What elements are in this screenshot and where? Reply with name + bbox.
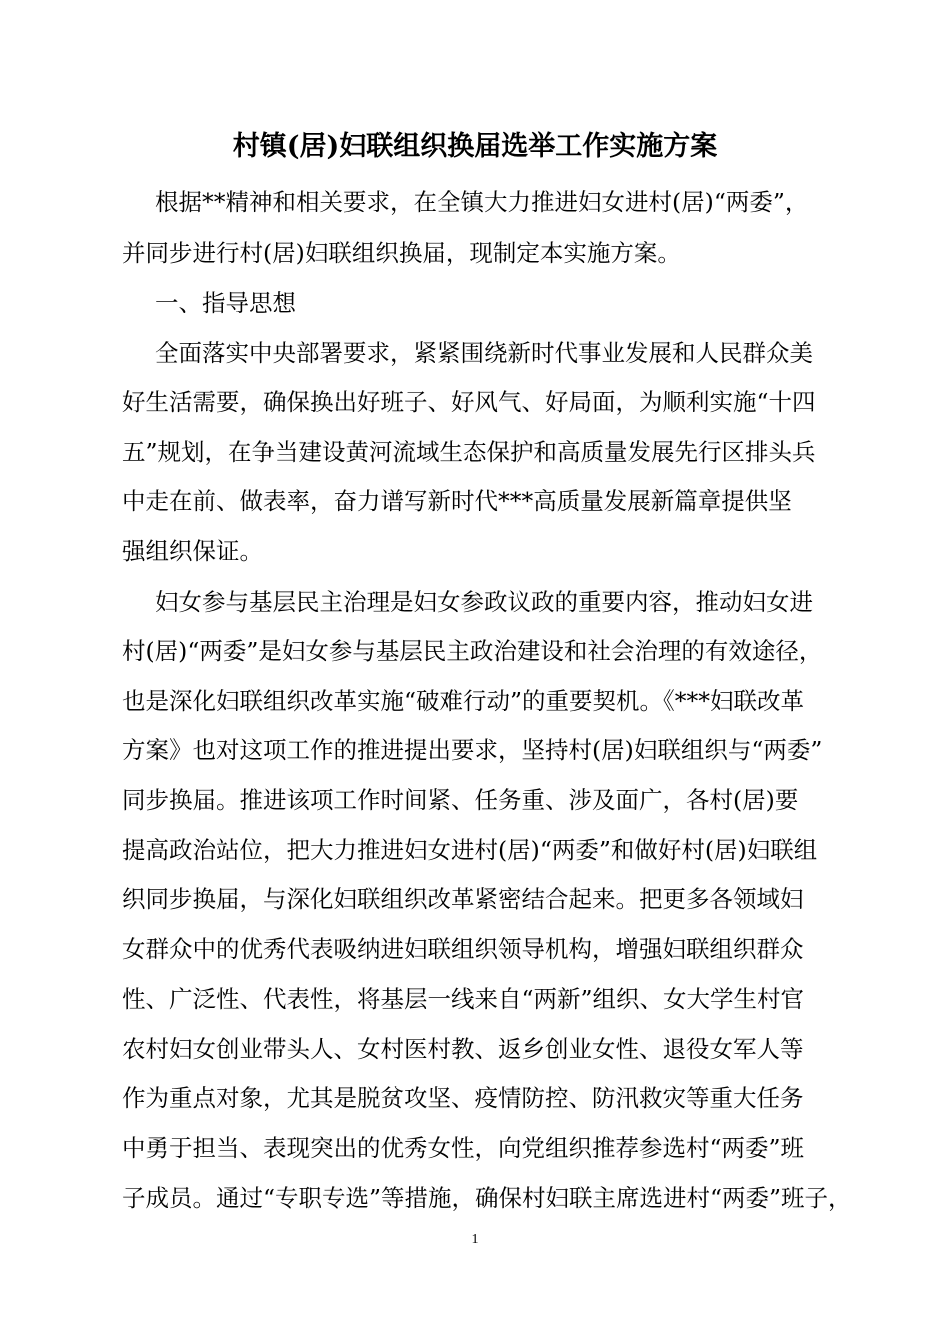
paragraph-line: 中勇于担当、表现突出的优秀女性，向党组织推荐参选村“两委”班 [122,1134,805,1162]
paragraph-line: 织同步换届，与深化妇联组织改革紧密结合起来。把更多各领域妇 [122,885,804,913]
section-heading: 一、指导思想 [155,289,296,317]
paragraph-line: 强组织保证。 [122,537,263,565]
paragraph-line: 女群众中的优秀代表吸纳进妇联组织领导机构，增强妇联组织群众 [122,935,804,963]
paragraph-line: 同步换届。推进该项工作时间紧、任务重、涉及面广，各村(居)要 [122,786,799,814]
paragraph-line: 也是深化妇联组织改革实施“破难行动”的重要契机。《***妇联改革 [122,687,805,715]
paragraph-line: 农村妇女创业带头人、女村医村教、返乡创业女性、退役女军人等 [122,1035,804,1063]
paragraph-line: 村(居)“两委”是妇女参与基层民主政治建设和社会治理的有效途径， [122,637,823,665]
paragraph-line: 妇女参与基层民主治理是妇女参政议政的重要内容，推动妇女进 [155,588,813,616]
paragraph-line: 方案》也对这项工作的推进提出要求，坚持村(居)妇联组织与“两委” [122,736,823,764]
paragraph-line: 好生活需要，确保换出好班子、好风气、好局面，为顺利实施“十四 [122,388,816,416]
document-title: 村镇(居)妇联组织换届选举工作实施方案 [232,131,718,162]
paragraph-line: 五”规划，在争当建设黄河流域生态保护和高质量发展先行区排头兵 [122,438,816,466]
paragraph-line: 全面落实中央部署要求，紧紧围绕新时代事业发展和人民群众美 [155,339,813,367]
paragraph-line: 子成员。通过“专职专选”等措施，确保村妇联主席选进村“两委”班子， [122,1184,852,1212]
paragraph-line: 性、广泛性、代表性，将基层一线来自“两新”组织、女大学生村官 [122,985,805,1013]
paragraph-line: 提高政治站位，把大力推进妇女进村(居)“两委”和做好村(居)妇联组 [122,836,818,864]
paragraph-line: 并同步进行村(居)妇联组织换届，现制定本实施方案。 [122,239,681,267]
paragraph-line: 作为重点对象，尤其是脱贫攻坚、疫情防控、防汛救灾等重大任务 [122,1084,804,1112]
page-number: 1 [471,1232,479,1247]
paragraph-line: 根据**精神和相关要求，在全镇大力推进妇女进村(居)“两委”， [155,188,809,216]
paragraph-line: 中走在前、做表率，奋力谱写新时代***高质量发展新篇章提供坚 [122,487,792,515]
